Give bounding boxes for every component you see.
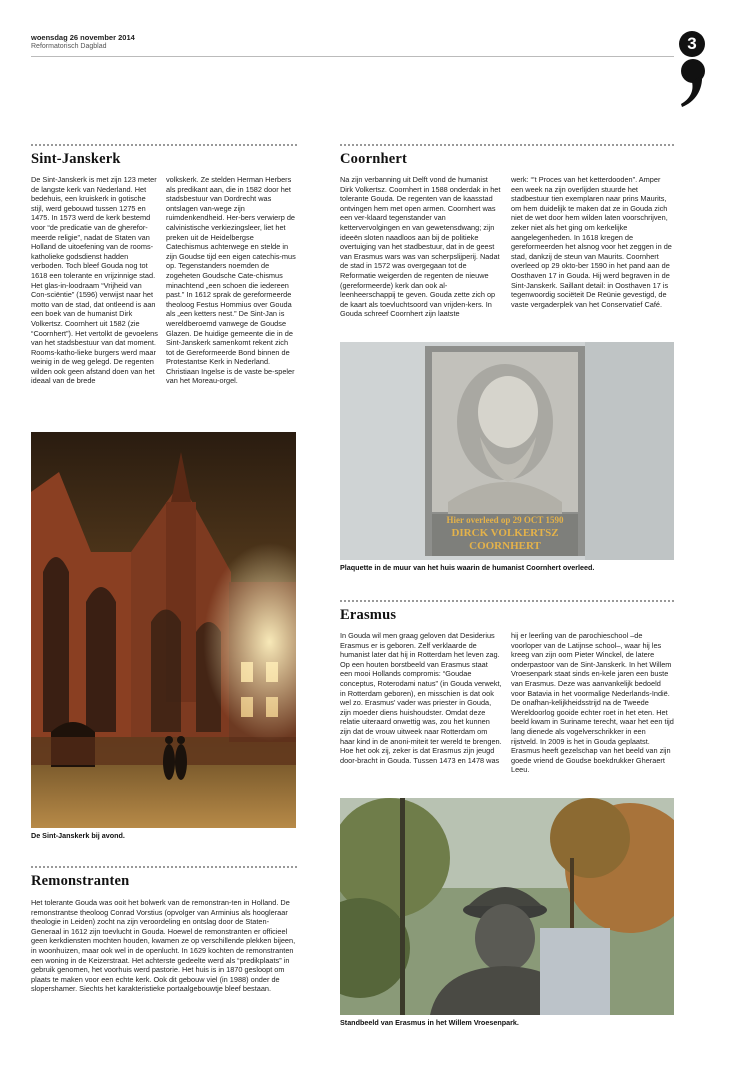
sint-janskerk-photo-caption: De Sint-Janskerk bij avond. bbox=[31, 831, 125, 840]
section-title-remonstranten: Remonstranten bbox=[31, 873, 130, 889]
header-rule bbox=[31, 56, 674, 57]
plaque-inscription: DIRCK VOLKERTSZ bbox=[451, 527, 559, 539]
erasmus-text-col2: hij er leerling van de parochieschool –de voorloper van de Latijnse school–, waar hij les kreeg van zijn oom Pieter Winckel, de latere onderpastoor van de Sint-Janskerk. In het Willem Vroesenpark staat sinds en-kele jaren een buste van Erasmus. Deze was aanvankelijk bedoeld voor Batavia in het voormalige Nederlands-Indië. De onafhan-kelijkheidsstrijd na de Tweede Wereldoorlog gooide echter roet in het eten. Het beeld kwam in Suriname terecht, waar het een tijd lang dienede als vogelverschrikker in een rijstveld. In 2009 is het in Gouda geplaatst. Erasmus heeft gezelschap van het beeld van zijn goede vriend de Goudse boekdrukker Gheraert Leeu. bbox=[511, 631, 674, 775]
sint-janskerk-text-col1: De Sint-Janskerk is met zijn 123 meter de langste kerk van Nederland. Het bedehuis, een kruiskerk in gotische stijl, werd gebouwd tussen 1275 en 1475. In 1573 werd de kerk bestemd voor “de predicatie van de gherefor-meerde religie”, nadat de Staten van Holland de uitoefening van de rooms-katholieke godsdienst hadden verboden. Toch bleef Gouda nog tot 1618 een tolerante en vrijzinnige stad. Het glas-in-loodraam “Vrijheid van Con-sciëntie” (1596) verwijst naar het motto van de stad, dat ontleend is aan een boek van de humanist Dirk Volkertsz. Coornhert uit 1582 (zie “Coornhert”). Het vertolkt de gevoelens van het stadsbestuur van dat moment. Rooms-katho-lieke burgers werd maar weinig in de weg gelegd. De regenten wilden ook geen afstand doen van het ideaal van de brede bbox=[31, 175, 158, 386]
edition-date: woensdag 26 november 2014 bbox=[31, 33, 135, 42]
remonstranten-text: Het tolerante Gouda was ooit het bolwerk van de remonstran-ten in Holland. De remonstrantse theoloog Conrad Vorstius (opvolger van Arminius als hoogleraar theologie in Leiden) zocht na zijn veroordeling en ontslag door de Staten-Generaal in 1612 zijn toevlucht in Gouda. Hoewel de remonstranten er officieel geen kerkdiensten mochten houden, kwamen ze op verschillende plekken bijeen, in woonhuizen, maar ook wel in de openlucht. In 1629 kochten de remonstranten een woning in de Keizerstraat. Het achterste gedeelte werd als “predikplaats” in gebruik genomen, het voorhuis werd pastorie. Het huis is in 1870 gesloopt om plaats te maken voor een echte kerk. Ook dit gebouw viel (in 1988) onder de slopershamer. Siechts het karakteristieke portaalgebouwtje bleef bestaan. bbox=[31, 898, 296, 994]
section-title-erasmus: Erasmus bbox=[340, 607, 397, 623]
erasmus-text-col1: In Gouda wil men graag geloven dat Desiderius Erasmus er is geboren. Zelf verklaarde de humanist later dat hij in Rotterdam het leven zag. Op een houten borstbeeld van Erasmus staat een mooi Hollands compromis: “Goudae conceptus, Roterodami natus” (in Gouda verwekt, in Rotterdam geboren), en misschien is dat ook wel zo. Erasmus’ vader was priester in Gouda, zijn moeder diens huishoudster. Omdat deze relatie uiteraard onwettig was, zou het kunnen zijn dat de vrouw uitweek naar Rotterdam om haar kind in de anoni-miteit ter wereld te brengen. Hoe het ook zij, zeker is dat Erasmus zijn jeugd door-bracht in Gouda. Tussen 1473 en 1478 was bbox=[340, 631, 502, 765]
section-divider bbox=[31, 144, 297, 146]
sint-janskerk-text-col2: volkskerk. Ze stelden Herman Herbers als predikant aan, die in 1582 door het stadsbestuur van Dordrecht was ontslagen van-wege zijn ruimdenkendheid. Her-bers verwierp de calvinistische verkiezingsleer, liet het preken uit de Heidelbergse Catechismus achterwege en stelde in zijn Goudse tijd een eigen catechis-mus op. Tegenstanders noemden de zogeheten Goudsche Cate-chismus minachtend „een schoen die iedereen past.” In 1612 sprak de gereformeerde theoloog Festus Hommius over Gouda als „een ketters nest.” De Sint-Jan is wereldberoemd vanwege de Goudse Glazen. De huidige gemeente die in de Sint-Janskerk samenkomt rekent zich tot de Gereformeerde Bond binnen de Protestantse Kerk in Nederland. Christiaan Ingelse is de vaste be-speler van het Moreau-orgel. bbox=[166, 175, 296, 386]
coornhert-text-col2: werk: “’t Proces van het ketterdooden”. Amper een week na zijn overlijden stuurde het stadbestuur tien exemplaren naar prins Maurits, om hem duidelijk te maken dat ze in Gouda zich niet de wet door hem wilden laten voorschrijven, zeker niet als het ging om kerkelijke aangelegenheden. In 1618 kregen de gereformeerden het alsnog voor het zeggen in de stad, dankzij de steun van Maurits. Coornhert overleed op 29 okto-ber 1590 in het pand aan de Oosthaven 17 in Gouda. Hij werd begraven in de Sint-Janskerk. Saillant detail: in Oosthaven 17 is tegenwoordig sociëteit De Reünie gevestigd, de vaste vergaderplek van het Conservatief Café. bbox=[511, 175, 672, 309]
comma-logo-icon bbox=[679, 58, 705, 108]
plaque-inscription: COORNHERT bbox=[469, 540, 541, 552]
erasmus-photo-caption: Standbeeld van Erasmus in het Willem Vroesenpark. bbox=[340, 1018, 519, 1027]
coornhert-photo-caption: Plaquette in de muur van het huis waarin de humanist Coornhert overleed. bbox=[340, 563, 595, 572]
page-number: 3 bbox=[679, 31, 705, 57]
sint-janskerk-photo bbox=[31, 432, 296, 828]
newspaper-name: Reformatorisch Dagblad bbox=[31, 43, 107, 50]
coornhert-text-col1: Na zijn verbanning uit Delft vond de humanist Dirk Volkertsz. Coornhert in 1588 onderdak in het tolerante Gouda. De regenten van de kaasstad ontvingen hem met open armen. Coornhert was een ver-klaard tegenstander van kettervervolgingen en van gewetensdwang; zijn ideeën sloten naadloos aan bij de politieke overtuiging van het stadbestuur, dat in de geest van Erasmus wars was van scherpslijperij. Nadat de stad in 1572 was overgegaan tot de Reformatie weigerden de regenten de nieuwe (gereformeerde) kerk dan ook al-leenheerschappij te geven. Gouda zette zich op de kaart als toevluchtsoord van vrijden-kers. In Gouda schreef Coornhert zijn laatste bbox=[340, 175, 501, 319]
section-divider bbox=[340, 600, 674, 602]
section-divider bbox=[31, 866, 297, 868]
section-title-sint-janskerk: Sint-Janskerk bbox=[31, 151, 121, 167]
plaque-inscription: Hier overleed op 29 OCT 1590 bbox=[446, 515, 564, 525]
erasmus-statue-photo bbox=[340, 798, 674, 1015]
section-divider bbox=[340, 144, 674, 146]
coornhert-plaque-photo bbox=[340, 342, 674, 560]
section-title-coornhert: Coornhert bbox=[340, 151, 408, 167]
